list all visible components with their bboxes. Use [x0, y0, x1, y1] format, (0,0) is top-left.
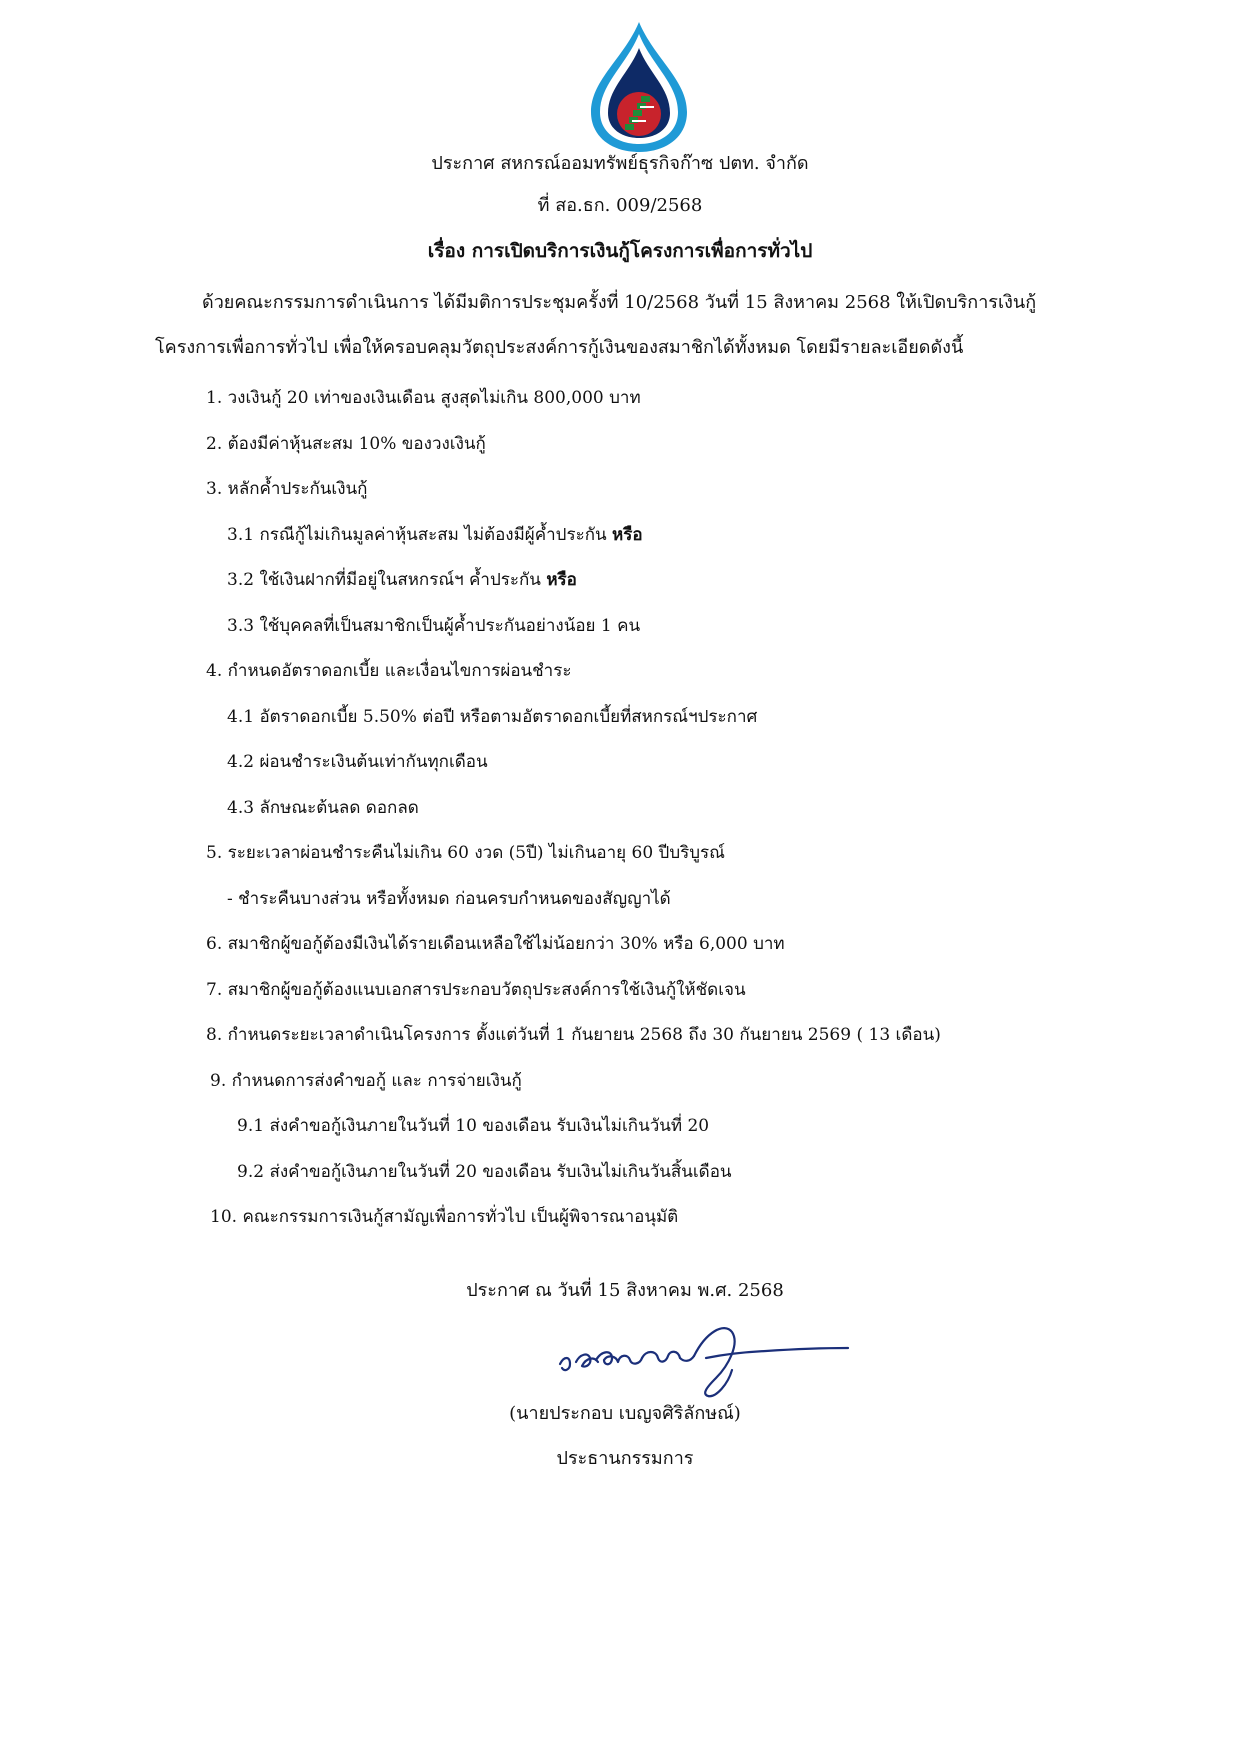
item-1: 1. วงเงินกู้ 20 เท่าของเงินเดือน สูงสุดไม่เกิน 800,000 บาท: [206, 388, 641, 408]
item-3-2: [227, 568, 577, 592]
item-5-note: - ชำระคืนบางส่วน หรือทั้งหมด ก่อนครบกำหนดของสัญญาได้: [227, 889, 671, 909]
item-3: 3. หลักค้ำประกันเงินกู้: [206, 479, 368, 499]
item-3-1: [227, 523, 643, 547]
item-6: 6. สมาชิกผู้ขอกู้ต้องมีเงินได้รายเดือนเหลือใช้ไม่น้อยกว่า 30% หรือ 6,000 บาท: [206, 934, 785, 954]
signer-name: (นายประกอบ เบญจศิริลักษณ์): [509, 1403, 741, 1424]
item-9-1: 9.1 ส่งคำขอกู้เงินภายในวันที่ 10 ของเดือน รับเงินไม่เกินวันที่ 20: [237, 1116, 710, 1136]
item-7: 7. สมาชิกผู้ขอกู้ต้องแนบเอกสารประกอบวัตถุประสงค์การใช้เงินกู้ให้ชัดเจน: [206, 980, 746, 1000]
item-4-1: 4.1 อัตราดอกเบี้ย 5.50% ต่อปี หรือตามอัตราดอกเบี้ยที่สหกรณ์ฯประกาศ: [227, 707, 758, 727]
signer-position: ประธานกรรมการ: [556, 1448, 694, 1469]
item-9-2: 9.2 ส่งคำขอกู้เงินภายในวันที่ 20 ของเดือน รับเงินไม่เกินวันสิ้นเดือน: [237, 1162, 732, 1182]
item-3-3: 3.3 ใช้บุคคลที่เป็นสมาชิกเป็นผู้ค้ำประกันอย่างน้อย 1 คน: [227, 616, 641, 636]
item-9: 9. กำหนดการส่งคำขอกู้ และ การจ่ายเงินกู้: [210, 1071, 522, 1091]
organization-heading: ประกาศ สหกรณ์ออมทรัพย์ธุรกิจก๊าซ ปตท. จำกัด: [431, 153, 809, 174]
or-word: หรือ: [546, 570, 577, 590]
item-4-2: 4.2 ผ่อนชำระเงินต้นเท่ากันทุกเดือน: [227, 752, 488, 772]
or-word: หรือ: [612, 525, 643, 545]
item-8: 8. กำหนดระยะเวลาดำเนินโครงการ ตั้งแต่วันที่ 1 กันยายน 2568 ถึง 30 กันยายน 2569 ( 13 เดือน): [206, 1025, 941, 1045]
intro-line-2: โครงการเพื่อการทั่วไป เพื่อให้ครอบคลุมวัตถุประสงค์การกู้เงินของสมาชิกได้ทั้งหมด โดยมีรายละเอียดดังนี้: [155, 337, 964, 358]
item-4-3: 4.3 ลักษณะต้นลด ดอกลด: [227, 798, 419, 818]
announcement-date: ประกาศ ณ วันที่ 15 สิงหาคม พ.ศ. 2568: [466, 1280, 784, 1301]
cooperative-logo: [588, 20, 690, 154]
intro-line-1: ด้วยคณะกรรมการดำเนินการ ได้มีมติการประชุมครั้งที่ 10/2568 วันที่ 15 สิงหาคม 2568 ให้เปิดบริการเงินกู้: [202, 292, 1037, 313]
reference-number: ที่ สอ.ธก. 009/2568: [537, 195, 703, 216]
subject-title: เรื่อง การเปิดบริการเงินกู้โครงการเพื่อการทั่วไป: [427, 240, 813, 262]
item-3-2-text: 3.2 ใช้เงินฝากที่มีอยู่ในสหกรณ์ฯ ค้ำประกัน: [227, 570, 541, 590]
handwritten-signature: [556, 1318, 852, 1400]
item-10: 10. คณะกรรมการเงินกู้สามัญเพื่อการทั่วไป เป็นผู้พิจารณาอนุมัติ: [210, 1207, 679, 1227]
item-2: 2. ต้องมีค่าหุ้นสะสม 10% ของวงเงินกู้: [206, 434, 486, 454]
item-5: 5. ระยะเวลาผ่อนชำระคืนไม่เกิน 60 งวด (5ปี) ไม่เกินอายุ 60 ปีบริบูรณ์: [206, 843, 725, 863]
item-3-1-text: 3.1 กรณีกู้ไม่เกินมูลค่าหุ้นสะสม ไม่ต้องมีผู้ค้ำประกัน: [227, 525, 607, 545]
item-4: 4. กำหนดอัตราดอกเบี้ย และเงื่อนไขการผ่อนชำระ: [206, 661, 572, 681]
